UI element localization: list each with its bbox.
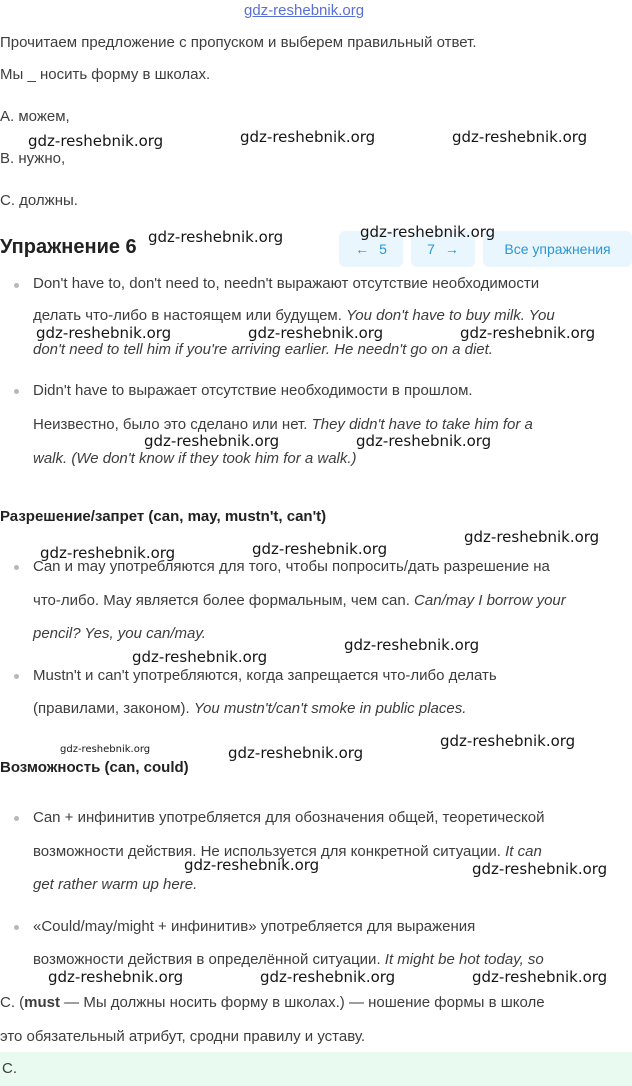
rule-line: что-либо. May является более формальным, чем can. Can/may I borrow your	[33, 592, 566, 609]
watermark: gdz-reshebnik.org	[260, 968, 396, 986]
watermark: gdz-reshebnik.org	[60, 744, 151, 755]
section-heading-permission: Разрешение/запрет (can, may, mustn't, can't)	[0, 508, 327, 525]
option-b: B. нужно,	[0, 150, 66, 167]
watermark: gdz-reshebnik.org	[252, 540, 388, 558]
watermark: gdz-reshebnik.org	[452, 128, 588, 146]
rule-line: Неизвестно, было это сделано или нет. They didn't have to take him for a	[33, 416, 533, 433]
bullet-dot	[14, 816, 19, 821]
watermark: gdz-reshebnik.org	[460, 324, 596, 342]
bullet-dot	[14, 925, 19, 930]
watermark: gdz-reshebnik.org	[48, 968, 184, 986]
explanation-line: C. (must — Мы должны носить форму в школах.) — ношение формы в школе	[0, 994, 545, 1011]
watermark: gdz-reshebnik.org	[28, 132, 164, 150]
prev-exercise-button[interactable]: ← 5	[339, 231, 403, 267]
answer-box	[0, 1052, 632, 1086]
watermark: gdz-reshebnik.org	[464, 528, 600, 546]
bullet-dot	[14, 283, 19, 288]
watermark: gdz-reshebnik.org	[472, 968, 608, 986]
rule-line: (правилами, законом). You mustn't/can't smoke in public places.	[33, 700, 467, 717]
rule-line: «Could/may/might + инфинитив» употребляется для выражения	[33, 918, 476, 935]
rule-line: делать что-либо в настоящем или будущем. You don't have to buy milk. You	[33, 307, 555, 324]
watermark: gdz-reshebnik.org	[184, 856, 320, 874]
sentence-text: Мы _ носить форму в школах.	[0, 66, 211, 83]
option-c: C. должны.	[0, 192, 78, 209]
watermark: gdz-reshebnik.org	[40, 544, 176, 562]
rule-line: Can и may употребляются для того, чтобы попросить/дать разрешение на	[33, 558, 550, 575]
example-line: get rather warm up here.	[33, 876, 198, 893]
arrow-left-icon: ←	[355, 241, 370, 257]
example-line: walk. (We don't know if they took him for a walk.)	[33, 450, 357, 467]
watermark: gdz-reshebnik.org	[36, 324, 172, 342]
bullet-dot	[14, 565, 19, 570]
watermark: gdz-reshebnik.org	[344, 636, 480, 654]
explanation-line: это обязательный атрибут, сродни правилу и уставу.	[0, 1028, 366, 1045]
rule-line: возможности действия. Не используется для конкретной ситуации. It can	[33, 843, 542, 860]
watermark: gdz-reshebnik.org	[360, 223, 496, 241]
rule-line: Mustn't и can't употребляются, когда запрещается что-либо делать	[33, 667, 497, 684]
watermark: gdz-reshebnik.org	[248, 324, 384, 342]
arrow-right-icon: →	[444, 241, 459, 257]
bullet-dot	[14, 674, 19, 679]
rule-line: Can + инфинитив употребляется для обозначения общей, теоретической	[33, 809, 545, 826]
watermark: gdz-reshebnik.org	[440, 732, 576, 750]
rule-line: возможности действия в определённой ситуации. It might be hot today, so	[33, 951, 544, 968]
watermark: gdz-reshebnik.org	[472, 860, 608, 878]
section-heading-possibility: Возможность (can, could)	[0, 759, 189, 776]
next-exercise-button[interactable]: 7 →	[411, 231, 475, 267]
all-exercises-button[interactable]: Все упражнения	[483, 231, 632, 267]
rule-line: Didn't have to выражает отсутствие необходимости в прошлом.	[33, 382, 473, 399]
watermark: gdz-reshebnik.org	[356, 432, 492, 450]
example-line: don't need to tell him if you're arriving earlier. He needn't go on a diet.	[33, 341, 493, 358]
intro-text: Прочитаем предложение с пропуском и выберем правильный ответ.	[0, 34, 477, 51]
option-a: A. можем,	[0, 108, 70, 125]
bullet-dot	[14, 389, 19, 394]
watermark: gdz-reshebnik.org	[240, 128, 376, 146]
rule-line: Don't have to, don't need to, needn't выражают отсутствие необходимости	[33, 275, 540, 292]
watermark: gdz-reshebnik.org	[132, 648, 268, 666]
watermark: gdz-reshebnik.org	[148, 228, 284, 246]
answer-text: C.	[2, 1060, 17, 1077]
watermark: gdz-reshebnik.org	[228, 744, 364, 762]
watermark: gdz-reshebnik.org	[144, 432, 280, 450]
site-watermark-top[interactable]: gdz-reshebnik.org	[244, 2, 365, 19]
exercise-title: Упражнение 6	[0, 236, 137, 258]
example-line: pencil? Yes, you can/may.	[33, 625, 206, 642]
